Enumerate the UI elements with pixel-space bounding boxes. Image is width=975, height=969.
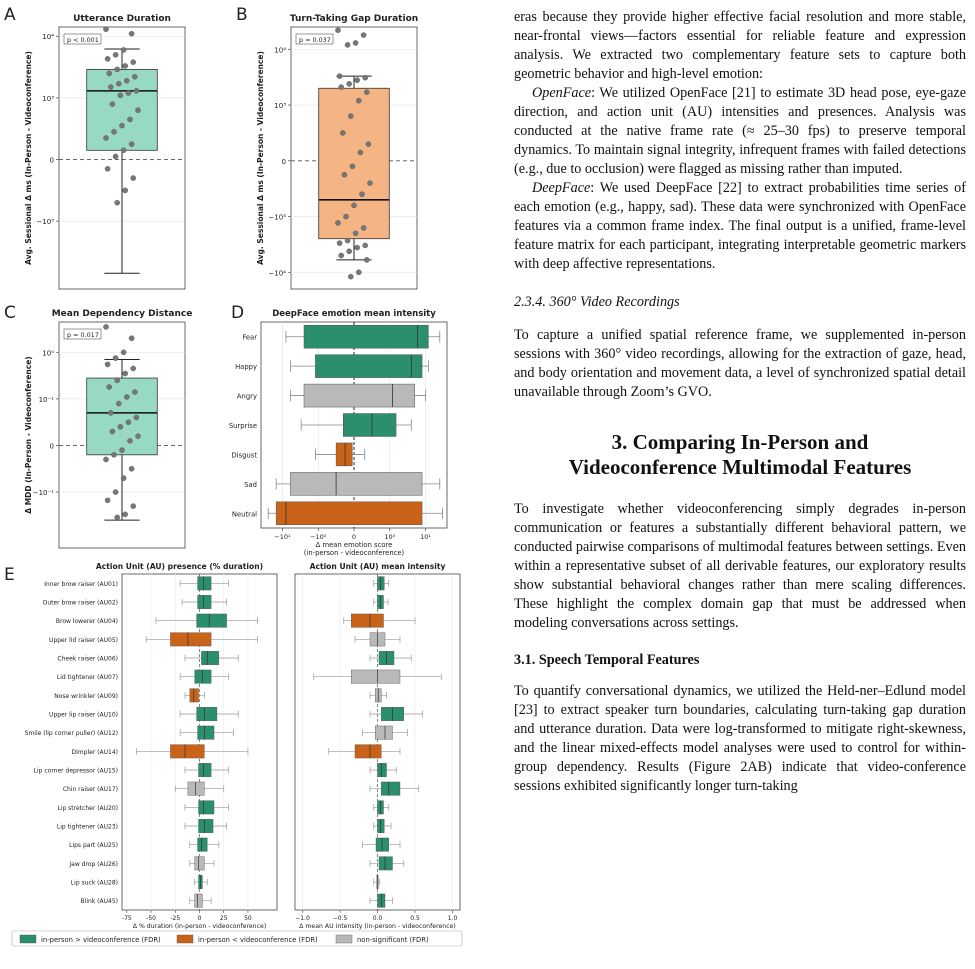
row-label: Lip corner depressor (AU15) (33, 767, 118, 775)
row-label: Fear (242, 333, 257, 342)
deepface-body: : We used DeepFace [22] to extract probabilities time series of each emotion (e.g., happy, sad). These data were synchronized with OpenFace features via a common frame index. The final output is a unified, frame-level feature matrix for each participant, integrating interpretable geometric markers with deep affective representations. (514, 180, 966, 272)
box (87, 378, 158, 455)
x-tick-label: −1.0 (295, 915, 310, 922)
x-tick-label: 25 (219, 915, 228, 922)
box (304, 384, 415, 407)
chart-title: Utterance Duration (73, 14, 171, 24)
data-point (127, 438, 132, 443)
row-label: Blink (AU45) (80, 898, 118, 906)
y-axis-label: Avg. Sessional Δ ms (In-Person - Videoconference) (256, 51, 265, 265)
data-point (348, 114, 353, 119)
paragraph-360-video: To capture a unified spatial reference frame, we supplemented in-person sessions with 360° video recordings, allowing for the extraction of gaze, head, and body orientation and movement data, a level of synchronized spatial detail unavailable through Zoom’s GVO. (514, 327, 966, 400)
data-point (364, 257, 369, 262)
box (201, 651, 218, 664)
box (355, 745, 381, 758)
box (197, 707, 217, 720)
legend-label: in-person < videoconference (FDR) (198, 936, 318, 944)
row-label: Happy (235, 363, 257, 372)
data-point (129, 142, 134, 147)
box (190, 689, 199, 702)
y-tick-label: 0 (49, 442, 54, 451)
data-point (132, 74, 137, 79)
data-point (355, 245, 360, 250)
data-point (115, 515, 120, 520)
openface-term: OpenFace (532, 85, 592, 101)
data-point (355, 78, 360, 83)
data-point (356, 270, 361, 275)
x-axis-label: Δ mean emotion score (315, 541, 393, 549)
box (197, 614, 227, 627)
data-point (105, 166, 110, 171)
data-point (110, 429, 115, 434)
box (195, 670, 211, 683)
x-tick-label: −0.5 (332, 915, 348, 922)
row-label: Disgust (231, 451, 257, 460)
data-point (350, 164, 355, 169)
row-label: Chin raiser (AU17) (62, 786, 118, 794)
data-point (105, 362, 110, 367)
legend-label: non-significant (FDR) (357, 936, 429, 944)
data-point (123, 371, 128, 376)
data-point (363, 75, 368, 80)
section-heading-line2: Videoconference Multimodal Features (568, 455, 912, 479)
row-label: Lid tightener (AU07) (56, 674, 118, 682)
openface-body: : We utilized OpenFace [21] to estimate 3D head pose, eye-gaze direction, and action unit (AU) intensities and presences. Analysis was conducted at the native frame rate (≈ 25–30 fps) to preserve temporal dynamics. To maintain signal integrity, infrequent frames with failed detections (e.g., due to occlusion) were flagged as missing rather than imputed. (514, 85, 966, 177)
row-label: Lips part (AU25) (69, 842, 118, 850)
p-value-label: p = 0.037 (299, 36, 331, 44)
y-tick-label: −10⁻¹ (32, 489, 54, 498)
section-heading (514, 430, 966, 480)
row-label: Lip tightener (AU23) (56, 823, 118, 831)
subsection-heading: 2.3.4. 360° Video Recordings (514, 294, 680, 310)
subsection-speech-heading: 3.1. Speech Temporal Features (514, 652, 700, 668)
data-point (116, 401, 121, 406)
data-point (339, 253, 344, 258)
y-tick-label: 0 (49, 156, 54, 165)
y-tick-label: 10⁴ (274, 46, 286, 55)
box (195, 857, 205, 870)
x-axis-label-line2: (in-person - videoconference) (303, 549, 405, 557)
box (381, 782, 400, 795)
box (343, 414, 396, 437)
data-point (111, 452, 116, 457)
data-point (347, 249, 352, 254)
chart-title: Action Unit (AU) mean intensity (309, 562, 446, 571)
row-label: Cheek raiser (AU06) (57, 655, 118, 663)
data-point (113, 154, 118, 159)
data-point (103, 457, 108, 462)
data-point (342, 172, 347, 177)
box (199, 801, 215, 814)
legend-label: in-person > videoconference (FDR) (41, 936, 161, 944)
box (170, 633, 211, 646)
data-point (121, 148, 126, 153)
box (198, 577, 212, 590)
x-tick-label: −10⁰ (310, 533, 327, 541)
data-point (121, 476, 126, 481)
data-point (126, 420, 131, 425)
data-point (123, 512, 128, 517)
data-point (115, 67, 120, 72)
box (378, 577, 385, 590)
row-label: Jaw drop (AU26) (69, 860, 118, 868)
data-point (107, 71, 112, 76)
paragraph-comparison: To investigate whether videoconferencing simply degrades in-person communication or features a substantially different behavioral pattern, we conducted pairwise comparisons of multimodal features between settings. Even within a representative subset of all derivable features, our exploratory results show substantial behavioral changes rather than mere scaling differences. These highlight the complex domain gap that must be addressed when modeling conversations across settings. (514, 501, 966, 631)
data-point (361, 32, 366, 37)
x-tick-label: 0 (351, 533, 357, 541)
p-value-label: p = 0.017 (67, 331, 99, 339)
panel-letter-C: C (4, 303, 16, 323)
chart-title: Turn-Taking Gap Duration (289, 14, 419, 24)
panel-letter-D: D (231, 303, 245, 323)
data-point (115, 378, 120, 383)
x-axis-label: Δ % duration (in-person - videoconference) (132, 923, 267, 930)
box (87, 69, 158, 150)
box (336, 443, 352, 466)
data-point (359, 192, 364, 197)
data-point (345, 238, 350, 243)
row-label: Smile (lip corner puller) (AU12) (24, 730, 118, 738)
paragraph-speech: To quantify conversational dynamics, we utilized the Held-ner–Edlund model [23] to extract speaker turn boundaries, calculating turn-taking gap duration and utterance duration. Data were log-transformed to mitigate right-skewness, and the linear mixed-effects model analyses were used to control for within-group dependency. Results (Figure 2AB) indicate that video-conference sessions exhibited significantly longer turn-taking (514, 683, 966, 794)
box (351, 670, 400, 683)
box (375, 726, 392, 739)
panel-letter-E: E (4, 565, 15, 585)
box (319, 88, 390, 238)
row-label: Inner brow raiser (AU01) (44, 580, 118, 588)
box (378, 819, 385, 832)
y-tick-label: 10⁰ (42, 349, 54, 358)
row-label: Brow lowerer (AU04) (55, 618, 118, 626)
x-tick-label: -50 (146, 915, 156, 922)
x-tick-label: −10¹ (274, 533, 291, 541)
x-axis-label: Δ mean AU intensity (in-person - videoconference) (299, 923, 456, 930)
row-label: Nose wrinkler (AU09) (54, 692, 118, 700)
y-axis-label: Avg. Sessional Δ ms (In-Person - Videoconference) (24, 51, 33, 265)
data-point (131, 60, 136, 65)
x-tick-label: 0 (197, 915, 202, 922)
data-point (129, 31, 134, 36)
data-point (353, 40, 358, 45)
box (290, 472, 422, 495)
data-point (110, 101, 115, 106)
data-point (123, 63, 128, 68)
y-tick-label: −10⁴ (268, 269, 286, 278)
data-point (351, 203, 356, 208)
y-tick-label: −10³ (36, 218, 54, 227)
data-point (134, 88, 139, 93)
row-label: Angry (236, 392, 257, 401)
x-tick-label: 1.0 (447, 915, 458, 922)
legend-swatch (20, 935, 36, 943)
paragraph-intro: eras because they provide higher effective facial resolution and more stable, near-frontal views—factors essential for reliable feature and expression analysis. We extracted two complementary feature sets to capture both geometric behavior and high-level emotion: (514, 9, 966, 82)
legend-swatch (177, 935, 193, 943)
data-point (135, 108, 140, 113)
data-point (343, 214, 348, 219)
data-point (113, 489, 118, 494)
data-point (132, 389, 137, 394)
y-tick-label: 10³ (274, 102, 286, 111)
figure (0, 0, 470, 969)
legend-swatch (336, 935, 352, 943)
data-point (115, 200, 120, 205)
data-point (107, 384, 112, 389)
data-point (113, 356, 118, 361)
x-tick-label: -75 (121, 915, 132, 922)
data-point (339, 84, 344, 89)
data-point (367, 180, 372, 185)
data-point (119, 448, 124, 453)
y-tick-label: −10³ (268, 213, 286, 222)
data-point (116, 81, 121, 86)
data-point (347, 81, 352, 86)
data-point (131, 504, 136, 509)
data-point (103, 324, 108, 329)
data-point (121, 350, 126, 355)
data-point (366, 141, 371, 146)
data-point (129, 466, 134, 471)
y-tick-label: 10⁴ (42, 33, 54, 42)
row-label: Sad (244, 480, 257, 489)
box (378, 763, 387, 776)
x-tick-label: -25 (170, 915, 181, 922)
data-point (124, 394, 129, 399)
box (199, 763, 212, 776)
data-point (103, 135, 108, 140)
row-label: Upper lip raiser (AU10) (49, 711, 118, 719)
data-point (335, 220, 340, 225)
box (315, 355, 422, 378)
panel-letter-A: A (4, 5, 16, 25)
x-tick-label: 10⁰ (384, 533, 396, 541)
data-point (340, 130, 345, 135)
data-point (105, 498, 110, 503)
row-label: Lip stretcher (AU20) (57, 804, 118, 812)
data-point (337, 241, 342, 246)
paper-text-column (514, 8, 966, 796)
data-point (135, 434, 140, 439)
row-label: Upper lid raiser (AU05) (49, 636, 118, 644)
y-tick-label: 10³ (42, 94, 54, 103)
box (379, 857, 393, 870)
y-tick-label: 10⁻¹ (38, 395, 54, 404)
row-label: Dimpler (AU14) (71, 748, 118, 756)
row-label: Lip suck (AU28) (70, 879, 118, 887)
data-point (118, 424, 123, 429)
data-point (108, 84, 113, 89)
section-heading-line1: 3. Comparing In-Person and (611, 430, 869, 454)
data-point (126, 90, 131, 95)
data-point (134, 415, 139, 420)
data-point (121, 47, 126, 52)
data-point (103, 27, 108, 32)
data-point (108, 410, 113, 415)
x-tick-label: 50 (244, 915, 252, 922)
x-tick-label: 10¹ (420, 533, 431, 541)
data-point (345, 42, 350, 47)
data-point (127, 117, 132, 122)
box (304, 325, 428, 348)
box (199, 819, 214, 832)
y-tick-label: 0 (281, 157, 286, 166)
figure-canvas (0, 0, 470, 969)
paragraph-openface (514, 84, 966, 179)
data-point (113, 52, 118, 57)
deepface-term: DeepFace (532, 180, 591, 196)
box (198, 838, 208, 851)
box (198, 726, 214, 739)
row-label: Neutral (231, 510, 257, 519)
data-point (105, 56, 110, 61)
x-tick-label: 0.5 (410, 915, 420, 922)
box (376, 838, 389, 851)
chart-title: Action Unit (AU) presence (% duration) (95, 562, 264, 571)
data-point (361, 225, 366, 230)
data-point (129, 336, 134, 341)
data-point (131, 366, 136, 371)
chart-title: DeepFace emotion mean intensity (272, 309, 436, 319)
data-point (358, 150, 363, 155)
data-point (337, 74, 342, 79)
data-point (348, 274, 353, 279)
box (276, 502, 422, 525)
p-value-label: p < 0.001 (67, 36, 99, 44)
data-point (118, 93, 123, 98)
x-tick-label: 0.0 (372, 915, 383, 922)
box (351, 614, 383, 627)
data-point (123, 188, 128, 193)
data-point (356, 98, 361, 103)
data-point (124, 78, 129, 83)
data-point (364, 90, 369, 95)
data-point (353, 231, 358, 236)
row-label: Outer brow raiser (AU02) (42, 599, 118, 607)
paragraph-deepface (514, 179, 966, 274)
row-label: Surprise (228, 422, 257, 430)
data-point (111, 129, 116, 134)
data-point (335, 28, 340, 33)
panel-letter-B: B (236, 5, 248, 25)
box (195, 894, 203, 907)
box (188, 782, 204, 795)
box (170, 745, 204, 758)
y-axis-label: Δ MDD (In-Person - Videoconference) (24, 356, 33, 514)
data-point (119, 123, 124, 128)
data-point (363, 243, 368, 248)
data-point (131, 175, 136, 180)
box (198, 595, 212, 608)
chart-title: Mean Dependency Distance (51, 309, 193, 319)
